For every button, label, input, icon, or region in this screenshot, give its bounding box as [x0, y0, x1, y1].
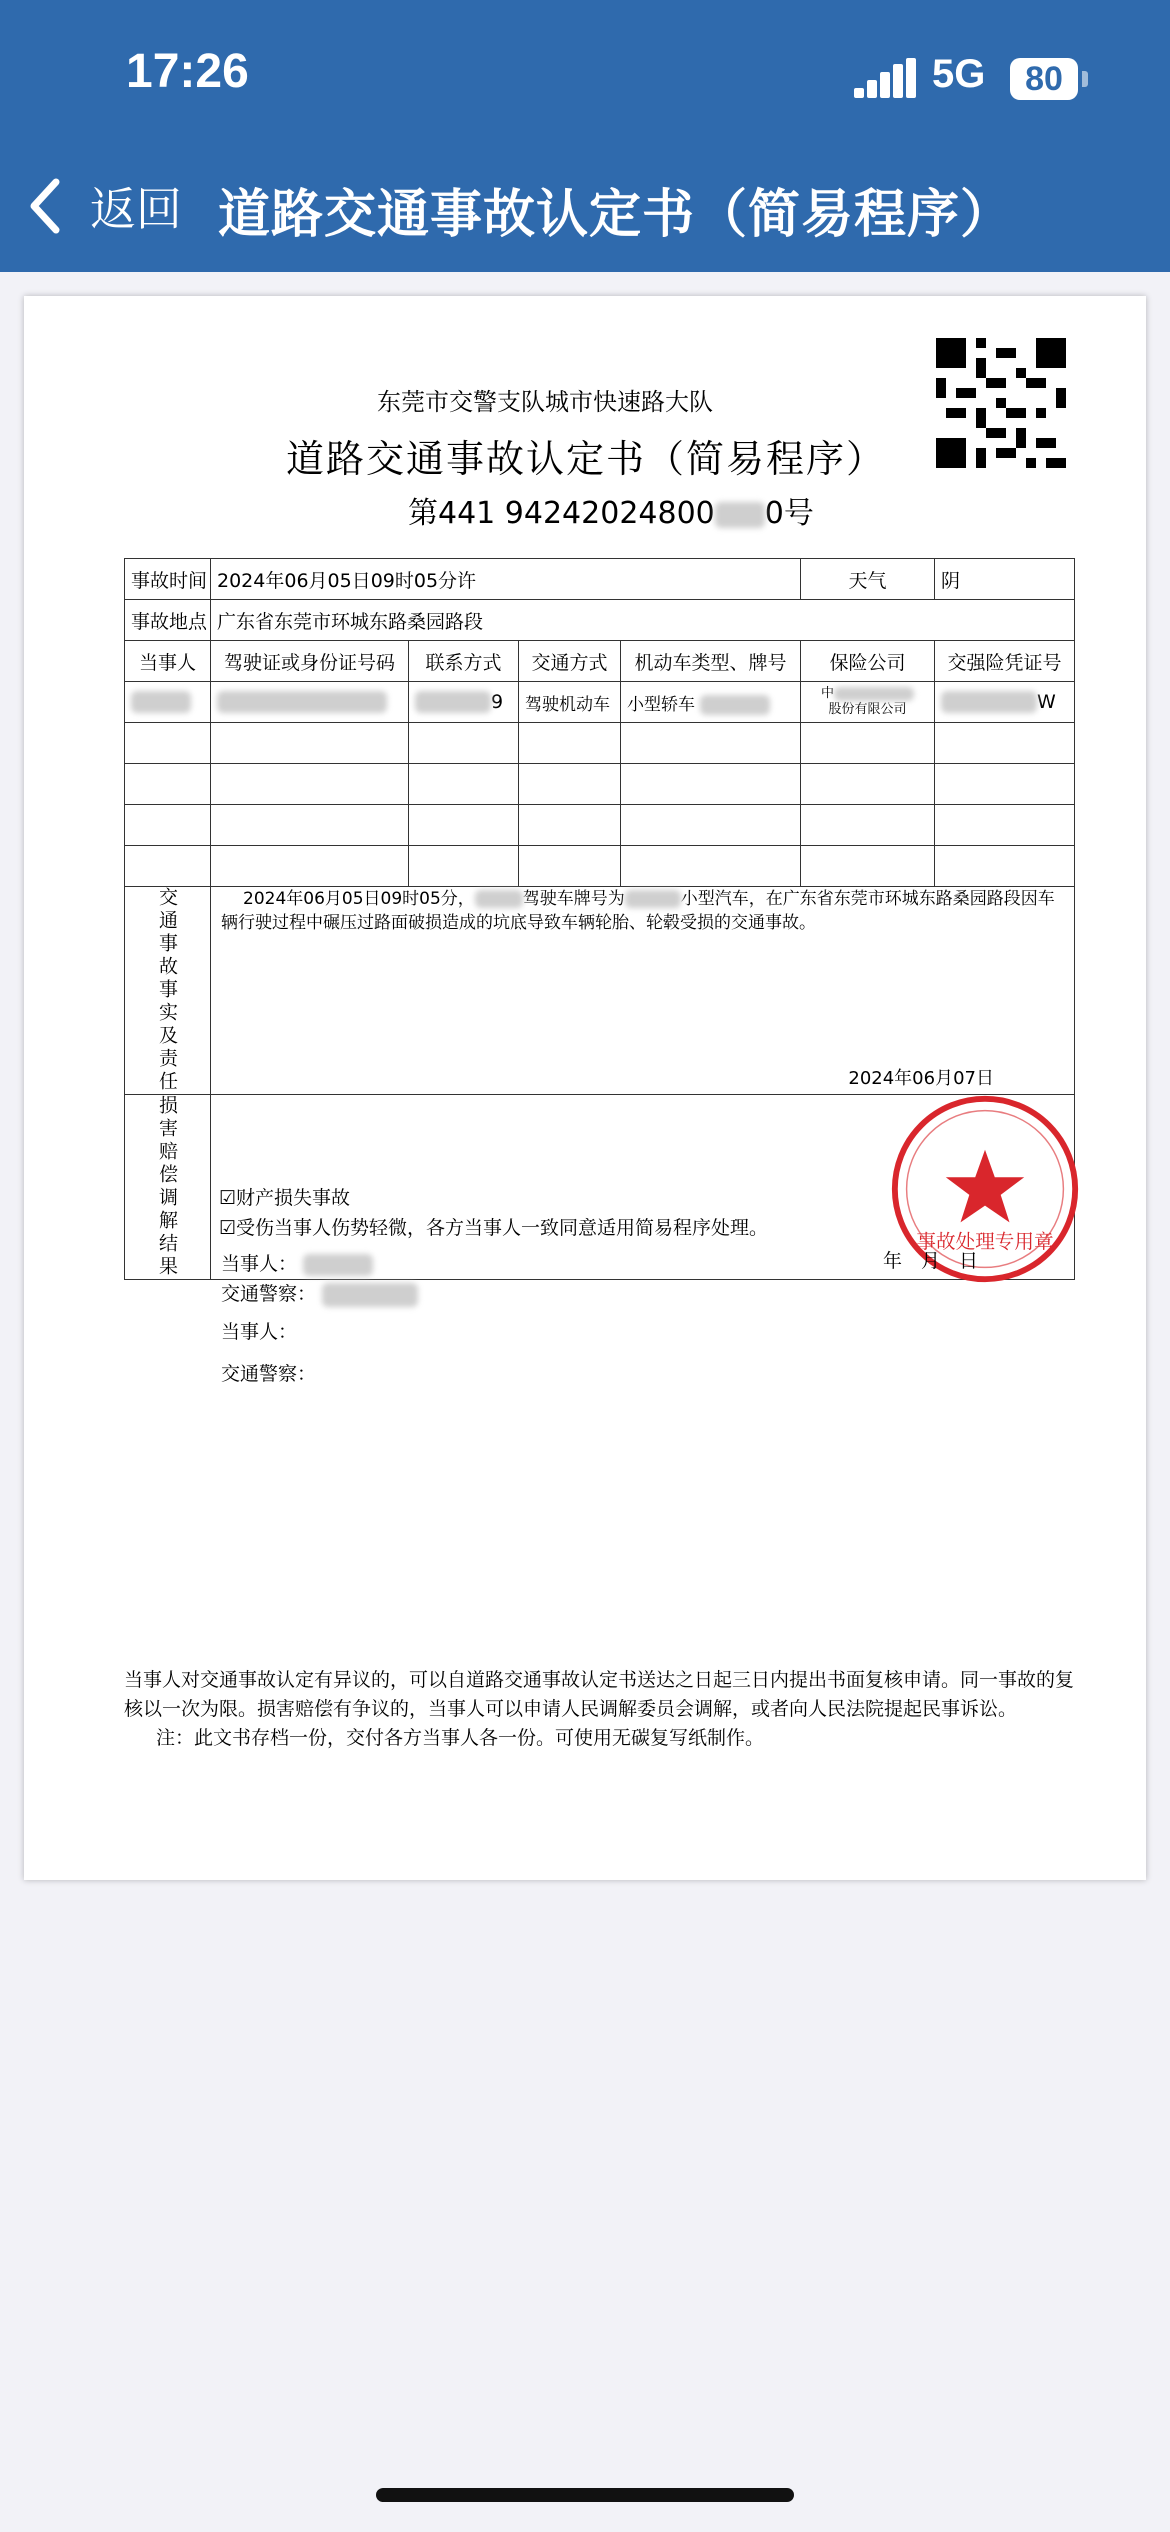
network-type: 5G [932, 52, 986, 96]
mediation-police-signature: 交通警察： [221, 1363, 317, 1385]
document-title: 道路交通事故认定书（简易程序） [286, 437, 887, 481]
header-insurer: 保险公司 [801, 641, 935, 682]
party-name-redacted [125, 682, 211, 723]
document-number: 第441 94242024800 0号 [408, 496, 814, 531]
facts-text: 2024年06月05日09时05分， 驾驶车牌号为 小型汽车，在广东省东莞市环城东路桑园路段因车辆行驶过程中碾压过路面破损造成的坑底导致车辆轮胎、轮毂受损的交通事故。 [221, 889, 1055, 933]
chevron-left-icon [26, 176, 62, 236]
mediation-section [211, 1095, 1075, 1385]
party-transport: 驾驶机动车 [519, 682, 621, 723]
header-bar [0, 0, 1170, 272]
party-signature: 当事人： [221, 1249, 373, 1276]
battery-tip [1082, 71, 1088, 87]
accident-time-value: 2024年06月05日09时05分许 [211, 559, 801, 600]
police-signature: 交通警察： [221, 1279, 418, 1307]
back-button[interactable] [26, 176, 182, 236]
accident-place-label: 事故地点 [125, 600, 211, 641]
battery-icon: 80 [1010, 58, 1078, 100]
footer-note: 当事人对交通事故认定有异议的，可以自道路交通事故认定书送达之日起三日内提出书面复核申请。同一事故的复核以一次为限。损害赔偿有争议的，当事人可以申请人民调解委员会调解，或者向人民法院提起民事诉讼。 注：此文书存档一份，交付各方当事人各一份。可使用无碳复写纸制作。 [124, 1669, 1075, 1749]
header-vehicle: 机动车类型、牌号 [621, 641, 801, 682]
svg-text:事故处理专用章: 事故处理专用章 [916, 1229, 1054, 1253]
facts-date: 2024年06月07日 [848, 1068, 994, 1089]
party-vehicle: 小型轿车 [621, 682, 801, 723]
weather-label: 天气 [801, 559, 935, 600]
property-loss-checkbox: ☑财产损失事故 [219, 1187, 351, 1209]
back-label: 返回 [90, 182, 182, 236]
header-policy: 交强险凭证号 [935, 641, 1075, 682]
header-party: 当事人 [125, 641, 211, 682]
mediation-date: 年 月 日 [882, 1250, 978, 1272]
minor-injury-checkbox: ☑受伤当事人伤势轻微，各方当事人一致同意适用简易程序处理。 [219, 1217, 769, 1239]
party-id-redacted [211, 682, 409, 723]
document-page [24, 296, 1146, 1880]
page-title: 道路交通事故认定书（简易程序） [218, 185, 1014, 245]
header-transport: 交通方式 [519, 641, 621, 682]
weather-value: 阴 [935, 559, 1075, 600]
home-indicator[interactable] [376, 2488, 794, 2502]
status-time: 17:26 [126, 45, 249, 98]
accident-time-label: 事故时间 [125, 559, 211, 600]
signal-icon [854, 58, 916, 98]
accident-form-table [124, 558, 1075, 1385]
facts-section-label: 交通事故事实及责任 [125, 887, 211, 1095]
party-insurer: 中 股份有限公司 [801, 682, 935, 723]
mediation-party-signature: 当事人： [221, 1321, 298, 1343]
header-contact: 联系方式 [409, 641, 519, 682]
party-policy: W [935, 682, 1075, 723]
mediation-section-label: 损害赔偿调解结果 [125, 1095, 211, 1280]
issuing-unit: 东莞市交警支队城市快速路大队 [377, 388, 713, 416]
accident-place-value: 广东省东莞市环城东路桑园路段 [211, 600, 1075, 641]
header-id-number: 驾驶证或身份证号码 [211, 641, 409, 682]
party-phone: 9 [409, 682, 519, 723]
